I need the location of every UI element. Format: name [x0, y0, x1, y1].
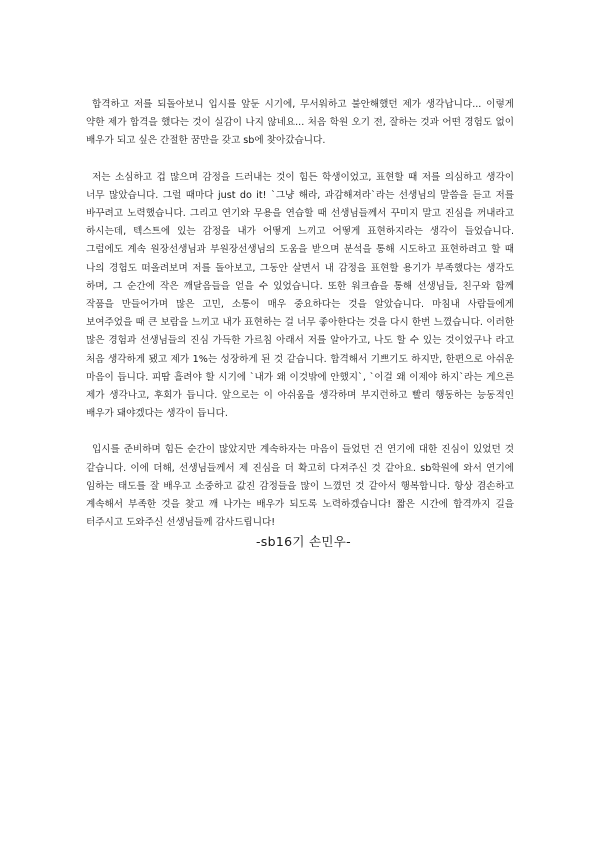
paragraph-gratitude: 입시를 준비하며 힘든 순간이 많았지만 계속하자는 마음이 들었던 건 연기에 대한 진심이 있었던 것 같습니다. 이에 더해, 선생님들께서 제 진심을 더 확고히 다져주신 것 같아요. sb학원에 와서 연기에 임하는 태도를 잘 배우고 소중하고 값진 감정들을 많이 느꼈던 것 같아서 행복합니다. 항상 겸손하고 계속해서 부족한 것을 찾고 깨 나가는 배우가 되도록 노력하겠습니다! 짧은 시간에 합격까지 길을 터주시고 도와주신 선생님들께 감사드립니다!: [86, 444, 514, 529]
paragraph-growth: 저는 소심하고 겁 많으며 감정을 드러내는 것이 힘든 학생이었고, 표현할 때 저를 의심하고 생각이 너무 많았습니다. 그럴 때마다 just do it! `그냥 해라, 과감해져라`라는 선생님의 말씀을 듣고 저를 바꾸려고 노력했습니다. 그리고 연기와 무용을 연습할 때 선생님들께서 꾸미지 말고 진심을 꺼내라고 하시는데, 텍스트에 있는 감정을 내가 어떻게 느끼고 어떻게 표현하지라는 생각이 들었습니다. 그럼에도 계속 원장선생님과 부원장선생님의 도움을 받으며 분석을 통해 시도하고 표현하려고 할 때 나의 경험도 떠올려보며 저를 돌아보고, 그동안 살면서 내 감정을 표현할 용기가 부족했다는 생각도 하며, 그 순간에 작은 깨달음들을 얻을 수 있었습니다. 또한 워크숍을 통해 선생님들, 친구와 함께 작품을 만들어가며 많은 고민, 소통이 매우 중요하다는 것을 알았습니다. 마침내 사람들에게 보여주었을 때 큰 보람을 느끼고 내가 표현하는 걸 너무 좋아한다는 것을 다시 한번 느꼈습니다. 이러한 많은 경험과 선생님들의 진심 가득한 가르침 아래서 저를 알아가고, 나도 할 수 있는 것이었구나 라고 처음 생각하게 됐고 제가 1%는 성장하게 된 것 같습니다. 합격해서 기쁘기도 하지만, 한편으로 아쉬운 마음이 듭니다. 피땀 흘려야 할 시기에 `내가 왜 이것밖에 안했지`, `이걸 왜 이제야 하지`라는 게으른 제가 생각나고, 후회가 듭니다. 앞으로는 이 아쉬움을 생각하며 부지런하고 빨리 행동하는 능동적인 배우가 돼야겠다는 생각이 듭니다.: [86, 171, 514, 420]
testimonial-document: [86, 96, 514, 552]
signature: -sb16기 손민우-: [256, 534, 351, 550]
paragraph-intro: 합격하고 저를 되돌아보니 입시를 앞둔 시기에, 무서워하고 불안해했던 제가 생각납니다... 이렇게 약한 제가 합격을 했다는 것이 실감이 나지 않네요... 처음 학원 오기 전, 잘하는 것과 어떤 경험도 없이 배우가 되고 싶은 간절한 꿈만을 갖고 sb에 찾아갔습니다.: [86, 99, 514, 147]
